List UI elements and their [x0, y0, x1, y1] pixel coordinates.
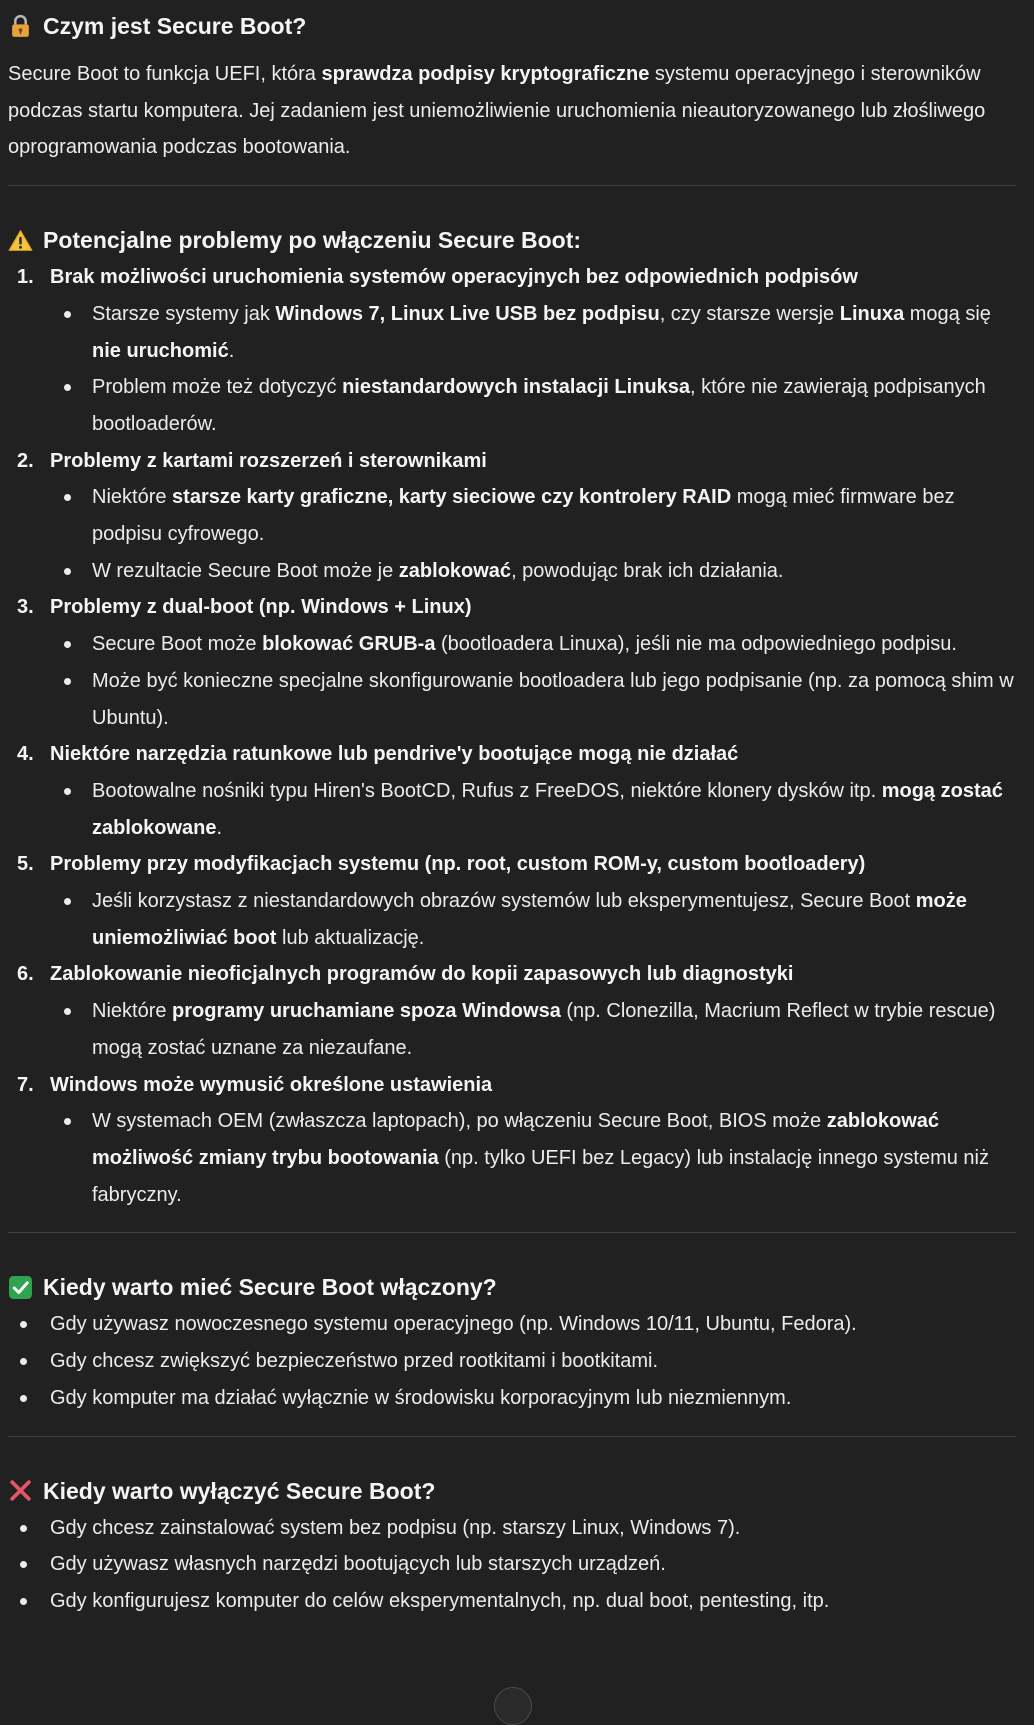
- enable-list: [8, 1306, 1018, 1416]
- list-item: Jeśli korzystasz z niestandardowych obrazów systemów lub eksperymentujesz, Secure Boot może uniemożliwiać boot lub aktualizację.: [50, 883, 1018, 956]
- list-item: Secure Boot może blokować GRUB-a (bootloadera Linuxa), jeśli nie ma odpowiedniego podpisu.: [50, 626, 1018, 663]
- heading-what-is-secure-boot: [8, 8, 1018, 44]
- list-item: Gdy używasz własnych narzędzi bootujących lub starszych urządzeń.: [8, 1546, 1018, 1583]
- problem-title: Windows może wymusić określone ustawienia: [50, 1073, 493, 1096]
- lock-icon: [8, 14, 33, 39]
- list-item: Gdy chcesz zwiększyć bezpieczeństwo przed rootkitami i bootkitami.: [8, 1343, 1018, 1380]
- list-item: Może być konieczne specjalne skonfigurowanie bootloadera lub jego podpisanie (np. za pomocą shim w Ubuntu).: [50, 663, 1018, 736]
- problem-title: Problemy przy modyfikacjach systemu (np. root, custom ROM-y, custom bootloadery): [50, 853, 866, 876]
- problem-title: Zablokowanie nieoficjalnych programów do kopii zapasowych lub diagnostyki: [50, 963, 794, 986]
- section-divider: [8, 1436, 1016, 1437]
- list-item: Niektóre programy uruchamiane spoza Windowsa (np. Clonezilla, Macrium Reflect w trybie rescue) mogą zostać uznane za niezaufane.: [50, 993, 1018, 1066]
- problem-item: 7. Windows może wymusić określone ustawienia W systemach OEM (zwłaszcza laptopach), po włączeniu Secure Boot, BIOS może zablokować możliwość zmiany trybu bootowania (np. tylko UEFI bez Legacy) lub instalację innego systemu niż fabryczny.: [8, 1067, 1018, 1214]
- heading-text: Kiedy warto mieć Secure Boot włączony?: [43, 1274, 497, 1301]
- list-item: Niektóre starsze karty graficzne, karty sieciowe czy kontrolery RAID mogą mieć firmware bez podpisu cyfrowego.: [50, 479, 1018, 552]
- heading-when-disable: [8, 1473, 1018, 1509]
- list-item: Starsze systemy jak Windows 7, Linux Live USB bez podpisu, czy starsze wersje Linuxa mogą się nie uruchomić.: [50, 296, 1018, 369]
- check-icon: [8, 1275, 33, 1300]
- heading-when-enable: [8, 1269, 1018, 1305]
- problem-item: 4. Niektóre narzędzia ratunkowe lub pendrive'y bootujące mogą nie działać Bootowalne nośniki typu Hiren's BootCD, Rufus z FreeDOS, niektóre klonery dysków itp. mogą zostać zablokowane.: [8, 736, 1018, 846]
- cross-icon: [8, 1478, 33, 1503]
- heading-text: Potencjalne problemy po włączeniu Secure Boot:: [43, 227, 582, 254]
- intro-paragraph: Secure Boot to funkcja UEFI, która sprawdza podpisy kryptograficzne systemu operacyjnego i sterowników podczas startu komputera. Jej zadaniem jest uniemożliwienie uruchomienia nieautoryzowanego lub złośliwego oprogramowania podczas bootowania.: [8, 63, 986, 159]
- problem-title: Niektóre narzędzia ratunkowe lub pendrive'y bootujące mogą nie działać: [50, 743, 739, 766]
- problem-title: Brak możliwości uruchomienia systemów operacyjnych bez odpowiednich podpisów: [50, 266, 858, 289]
- heading-text: Kiedy warto wyłączyć Secure Boot?: [43, 1477, 436, 1504]
- problems-list: [8, 259, 1018, 1213]
- list-item: Gdy chcesz zainstalować system bez podpisu (np. starszy Linux, Windows 7).: [8, 1510, 1018, 1547]
- problem-item: 5. Problemy przy modyfikacjach systemu (np. root, custom ROM-y, custom bootloadery) Jeśli korzystasz z niestandardowych obrazów systemów lub eksperymentujesz, Secure Boot może uniemożliwiać boot lub aktualizację.: [8, 846, 1018, 956]
- problem-item: 3. Problemy z dual-boot (np. Windows + Linux) Secure Boot może blokować GRUB-a (bootloadera Linuxa), jeśli nie ma odpowiedniego podpisu. Może być konieczne specjalne skonfigurowanie bootloadera lub jego podpisanie (np. za pomocą shim w Ubuntu).: [8, 589, 1018, 736]
- problem-item: 2. Problemy z kartami rozszerzeń i sterownikami Niektóre starsze karty graficzne, karty sieciowe czy kontrolery RAID mogą mieć firmware bez podpisu cyfrowego. W rezultacie Secure Boot może je zablokować, powodując brak ich działania.: [8, 443, 1018, 590]
- list-item: Gdy komputer ma działać wyłącznie w środowisku korporacyjnym lub niezmiennym.: [8, 1380, 1018, 1417]
- list-item: Gdy używasz nowoczesnego systemu operacyjnego (np. Windows 10/11, Ubuntu, Fedora).: [8, 1306, 1018, 1343]
- warning-icon: [8, 228, 33, 253]
- list-item: W systemach OEM (zwłaszcza laptopach), po włączeniu Secure Boot, BIOS może zablokować możliwość zmiany trybu bootowania (np. tylko UEFI bez Legacy) lub instalację innego systemu niż fabryczny.: [50, 1103, 1018, 1213]
- list-item: W rezultacie Secure Boot może je zablokować, powodując brak ich działania.: [50, 553, 1018, 590]
- heading-text: Czym jest Secure Boot?: [43, 13, 307, 39]
- list-item: Problem może też dotyczyć niestandardowych instalacji Linuksa, które nie zawierają podpisanych bootloaderów.: [50, 369, 1018, 442]
- heading-potential-problems: [8, 222, 1018, 258]
- problem-item: 6. Zablokowanie nieoficjalnych programów do kopii zapasowych lub diagnostyki Niektóre programy uruchamiane spoza Windowsa (np. Clonezilla, Macrium Reflect w trybie rescue) mogą zostać uznane za niezaufane.: [8, 956, 1018, 1066]
- section-divider: [8, 185, 1016, 186]
- problem-item: 1. Brak możliwości uruchomienia systemów operacyjnych bez odpowiednich podpisów Starsze systemy jak Windows 7, Linux Live USB bez podpisu, czy starsze wersje Linuxa mogą się nie uruchomić. Problem może też dotyczyć niestandardowych instalacji Linuksa, które nie zawierają podpisanych bootloaderów.: [8, 259, 1018, 443]
- section-divider: [8, 1232, 1016, 1233]
- list-item: Gdy konfigurujesz komputer do celów eksperymentalnych, np. dual boot, pentesting, itp.: [8, 1583, 1018, 1620]
- list-item: Bootowalne nośniki typu Hiren's BootCD, Rufus z FreeDOS, niektóre klonery dysków itp. mogą zostać zablokowane.: [50, 773, 1018, 846]
- problem-title: Problemy z dual-boot (np. Windows + Linux): [50, 596, 472, 619]
- disable-list: [8, 1510, 1018, 1620]
- scroll-to-bottom-button[interactable]: [494, 1687, 532, 1725]
- problem-title: Problemy z kartami rozszerzeń i sterownikami: [50, 449, 487, 472]
- chat-message-content: [8, 0, 1018, 1620]
